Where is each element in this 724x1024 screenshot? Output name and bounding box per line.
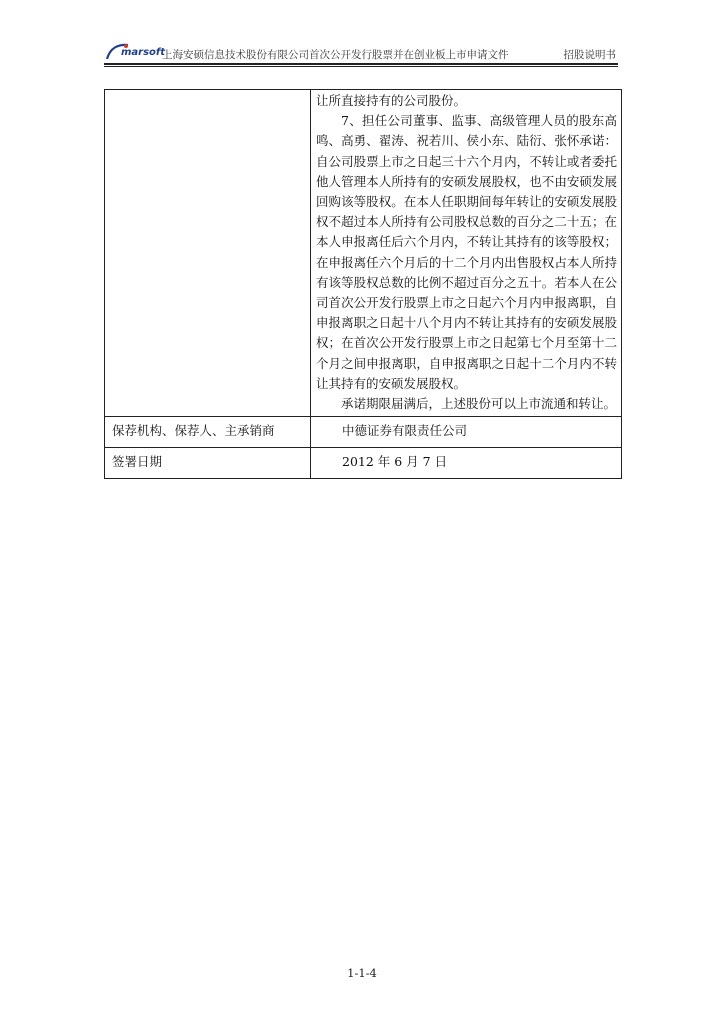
commitment-expiry: 承诺期限届满后，上述股份可以上市流通和转让。 xyxy=(341,396,617,412)
page-number: 1-1-4 xyxy=(347,966,377,980)
table-row-commitments xyxy=(105,90,622,417)
document-type: 招股说明书 xyxy=(563,49,616,61)
company-logo xyxy=(106,42,164,62)
signing-date-value: 2012 年 6 月 7 日 xyxy=(342,454,448,470)
table-row-signing-date xyxy=(105,448,622,479)
document-title: 上海安硕信息技术股份有限公司首次公开发行股票并在创业板上市申请文件 xyxy=(162,49,509,61)
logo-wordmark: marsoft xyxy=(121,47,166,58)
page-header xyxy=(104,42,618,64)
header-rule-thin xyxy=(104,66,618,67)
sponsor-value: 中德证券有限责任公司 xyxy=(342,423,468,439)
table-row-sponsor xyxy=(105,417,622,448)
header-rule-thick xyxy=(104,63,618,65)
empty-label-cell xyxy=(105,90,311,417)
commitment-item-7: 7、担任公司董事、监事、高级管理人员的股东高鸣、高勇、翟涛、祝若川、侯小东、陆衍、张怀承诺：自公司股票上市之日起三十六个月内，不转让或者委托他人管理本人所持有的安硕发展股权，也不由安硕发展回购该等股权。在本人任职期间每年转让的安硕发展股权不超过本人所持有公司股权总数的百分之二十五；在本人申报离任后六个月内，不转让其持有的该等股权；在申报离任六个月后的十二个月内出售股权占本人所持有该等股权总数的比例不超过百分之五十。若本人在公司首次公开发行股票上市之日起六个月内申报离职，自申报离职之日起十八个月内不转让其持有的安硕发展股权；在首次公开发行股票上市之日起第七个月至第十二个月之间申报离职，自申报离职之日起十二个月内不转让其持有的安硕发展股权。 xyxy=(316,113,617,391)
prospectus-info-table xyxy=(104,89,622,479)
commitment-content-cell xyxy=(311,90,622,417)
commitment-continuation: 让所直接持有的公司股份。 xyxy=(316,93,467,108)
sponsor-label: 保荐机构、保荐人、主承销商 xyxy=(112,423,275,439)
signing-date-label: 签署日期 xyxy=(112,454,163,470)
